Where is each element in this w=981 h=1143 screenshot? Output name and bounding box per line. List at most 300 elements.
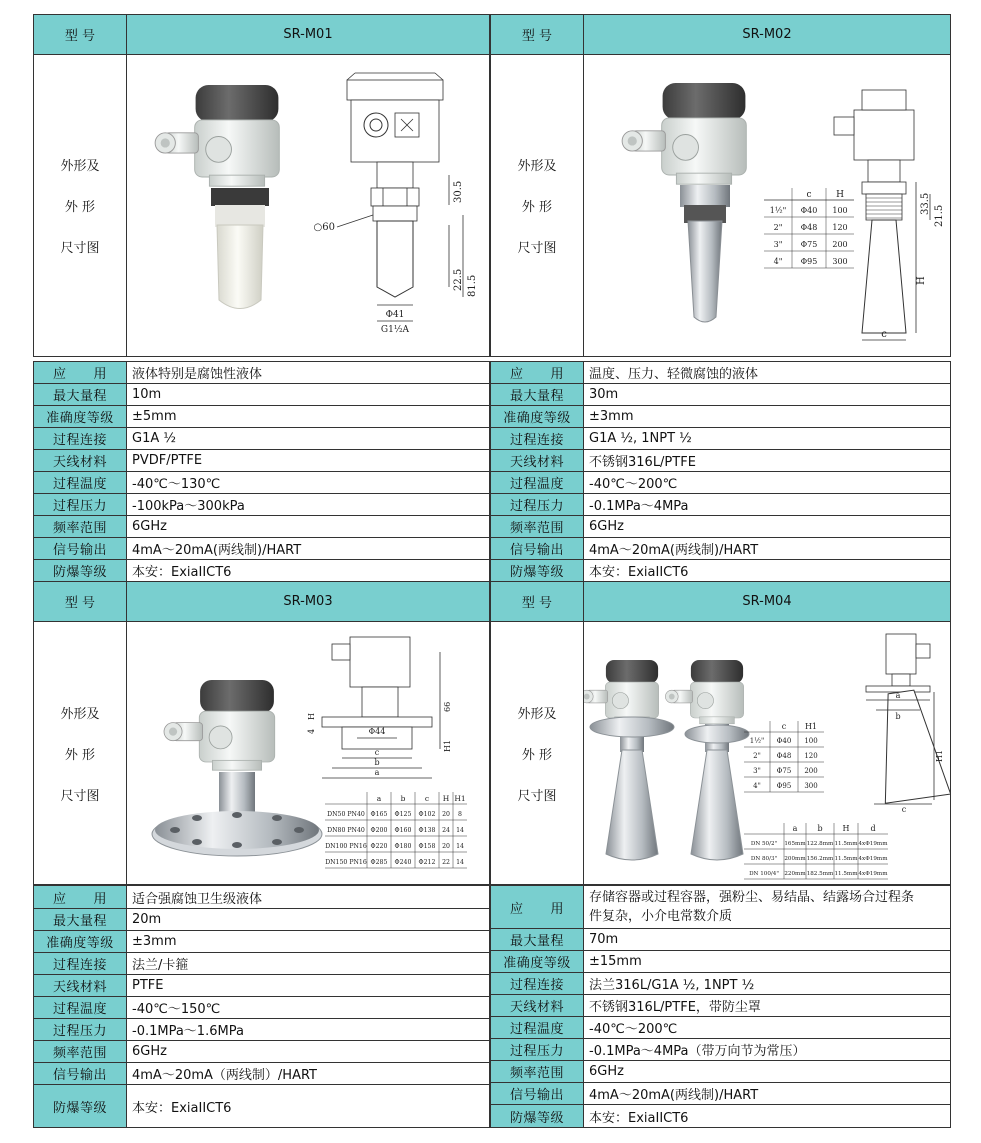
spec-value xyxy=(126,1018,490,1041)
transmitter-head xyxy=(584,660,659,724)
spec-label-text: 应 用 xyxy=(509,367,564,382)
cap xyxy=(663,83,746,120)
spec-label xyxy=(490,928,584,951)
side-screw-boss xyxy=(697,692,713,708)
model-label-text: 型 号 xyxy=(64,596,96,611)
table-head: c xyxy=(781,722,787,731)
dim-a: a xyxy=(374,768,380,777)
model-label xyxy=(33,581,127,622)
table-cell: Φ75 xyxy=(776,767,792,775)
dim-h: H xyxy=(307,713,316,720)
spec-value-text: 20m xyxy=(132,912,162,927)
model-name-text: SR-M01 xyxy=(283,27,333,42)
spec-label xyxy=(33,996,127,1019)
table-cell: Φ158 xyxy=(418,843,436,850)
spec-label-text: 应 用 xyxy=(52,367,107,382)
spec-label-text: 天线材料 xyxy=(509,455,564,470)
spec-label-text: 准确度等级 xyxy=(503,411,571,426)
drawing-label-line: 尺寸图 xyxy=(517,241,557,256)
drawing-label xyxy=(490,54,584,357)
spec-label-text: 过程压力 xyxy=(509,499,564,514)
model-name xyxy=(126,581,490,622)
table-cell: 11.5mm xyxy=(834,841,858,847)
neck xyxy=(700,717,735,724)
table-cell: Φ75 xyxy=(800,240,818,249)
spec-label-text: 信号输出 xyxy=(52,543,107,558)
dim-h: H xyxy=(916,276,927,285)
table-cell: Φ95 xyxy=(776,782,792,790)
bolt-hole xyxy=(192,839,202,845)
model-name xyxy=(583,14,951,55)
table-cell: 182.5mm xyxy=(806,871,834,877)
spec-value-text: 液体特别是腐蚀性液体 xyxy=(132,367,263,382)
spec-label-text: 准确度等级 xyxy=(46,936,114,951)
spec-label xyxy=(33,405,127,428)
side-screw-boss xyxy=(673,135,699,161)
table-cell: Φ200 xyxy=(370,827,388,834)
spec-label-text: 信号输出 xyxy=(509,1088,564,1103)
drawing-cap xyxy=(862,90,906,110)
table-cell: Φ95 xyxy=(800,257,818,266)
spec-value-text: 10m xyxy=(132,387,162,402)
spec-value xyxy=(126,1084,490,1128)
drawing-neck xyxy=(892,674,910,686)
drawing-housing xyxy=(886,634,916,674)
spec-label xyxy=(33,383,127,406)
transmitter-head xyxy=(164,680,275,770)
spec-value xyxy=(583,994,951,1017)
spec-label xyxy=(490,493,584,516)
dim-33-5: 33.5 xyxy=(920,192,931,215)
spec-value-text: 不锈钢316L/PTFE xyxy=(589,455,696,470)
spec-label xyxy=(490,427,584,450)
table-cell: 4xΦ19mm xyxy=(858,871,888,877)
table-head: a xyxy=(792,824,798,833)
bolt-hole xyxy=(232,812,242,818)
drawing-housing xyxy=(854,110,914,160)
drawing-label-line: 外形及 xyxy=(60,159,100,174)
spec-value xyxy=(583,405,951,428)
spec-value-text: G1A ½ xyxy=(132,431,176,446)
spec-label xyxy=(33,952,127,975)
model-label-text: 型 号 xyxy=(521,596,553,611)
spec-label-text: 过程连接 xyxy=(52,433,107,448)
spec-value-text: PVDF/PTFE xyxy=(132,453,203,468)
spec-label-text: 过程压力 xyxy=(52,1024,107,1039)
spec-label xyxy=(33,493,127,516)
table-cell: 11.5mm xyxy=(834,856,858,862)
spec-label xyxy=(33,427,127,450)
model-name-text: SR-M02 xyxy=(742,27,792,42)
table-cell: 4xΦ19mm xyxy=(858,841,888,847)
spec-value xyxy=(583,1060,951,1083)
product-illustration xyxy=(584,55,951,357)
spec-value-text: -40℃～130℃ xyxy=(132,477,221,492)
spec-value xyxy=(126,405,490,428)
table-cell: 3" xyxy=(773,240,783,249)
drawing-label-line: 外 形 xyxy=(521,747,553,763)
table-cell: DN 100/4" xyxy=(749,871,779,877)
model-name xyxy=(583,581,951,622)
spec-label xyxy=(490,1060,584,1083)
spec-label xyxy=(33,1062,127,1085)
dim-30-5: 30.5 xyxy=(453,180,464,203)
dim-c: c xyxy=(901,805,907,814)
table-cell: 2" xyxy=(773,223,783,232)
table-cell: 3" xyxy=(753,767,761,775)
table-cell: Φ48 xyxy=(776,752,792,760)
spec-value-text: 4mA～20mA(两线制)/HART xyxy=(589,543,759,558)
bolt-hole xyxy=(294,827,304,833)
table-cell: 120 xyxy=(804,752,818,760)
spec-value xyxy=(583,559,951,582)
spec-label-text: 准确度等级 xyxy=(503,956,571,971)
drawing-thread xyxy=(373,206,417,221)
spec-label-text: 过程连接 xyxy=(509,978,564,993)
dim-41: Φ41 xyxy=(385,310,405,320)
spec-label xyxy=(490,885,584,929)
bolt-hole xyxy=(272,839,282,845)
table-cell: Φ40 xyxy=(800,206,818,215)
spec-value xyxy=(583,361,951,384)
spec-value xyxy=(583,471,951,494)
spec-label-text: 频率范围 xyxy=(509,1066,564,1081)
table-cell: Φ220 xyxy=(370,843,388,850)
table-cell: DN 50/2" xyxy=(750,841,778,847)
spec-label xyxy=(490,1038,584,1061)
spec-value xyxy=(126,449,490,472)
table-cell: 14 xyxy=(456,843,464,850)
dim-c: c xyxy=(374,748,380,757)
spec-value xyxy=(126,952,490,975)
dim-h1: H1 xyxy=(443,739,452,752)
product-illustration xyxy=(584,622,951,885)
spec-label-text: 应 用 xyxy=(509,901,564,917)
spec-label-text: 天线材料 xyxy=(52,980,107,995)
drawing-label xyxy=(33,54,127,357)
cap xyxy=(200,680,274,713)
spec-value-text: -40℃～200℃ xyxy=(589,1022,678,1037)
table-cell: 4" xyxy=(753,782,761,790)
neck xyxy=(212,760,261,770)
table-cell: Φ165 xyxy=(370,811,388,818)
table-cell: Φ212 xyxy=(418,859,436,866)
transmitter-head xyxy=(622,83,746,184)
spec-value-text: 6GHz xyxy=(589,1064,624,1079)
spec-label-text: 过程连接 xyxy=(509,433,564,448)
spec-label-text: 最大量程 xyxy=(509,389,564,404)
table-cell: 156.2mm xyxy=(806,856,834,862)
spec-value xyxy=(126,471,490,494)
table-cell: Φ160 xyxy=(394,827,412,834)
table-cell: 1½" xyxy=(769,206,787,215)
model-name-text: SR-M04 xyxy=(742,594,792,609)
drawing-label-line: 尺寸图 xyxy=(60,241,100,256)
drawing-line xyxy=(337,215,373,227)
cap xyxy=(196,85,279,122)
table-cell: 20 xyxy=(442,811,450,818)
model-label xyxy=(490,581,584,622)
table-cell: Φ102 xyxy=(418,811,436,818)
table-cell: 22 xyxy=(442,859,450,866)
table-cell: 20 xyxy=(442,843,450,850)
spec-value-text: G1A ½, 1NPT ½ xyxy=(589,431,692,446)
flange xyxy=(685,725,749,743)
spec-value-text: 6GHz xyxy=(132,1044,167,1059)
spec-label xyxy=(33,974,127,997)
spec-value xyxy=(583,427,951,450)
spec-value xyxy=(126,515,490,538)
table-cell: DN150 PN16 xyxy=(325,859,367,866)
table-head: b xyxy=(817,824,823,833)
spec-label-text: 最大量程 xyxy=(52,389,107,404)
spec-label-text: 天线材料 xyxy=(509,1000,564,1015)
spec-value xyxy=(583,537,951,560)
spec-label xyxy=(490,383,584,406)
drawing-label-line: 外 形 xyxy=(521,200,553,215)
table-head: a xyxy=(376,794,382,803)
table-cell: 8 xyxy=(458,811,462,818)
table-cell: DN 80/3" xyxy=(750,856,778,862)
table-cell: DN50 PN40 xyxy=(327,811,365,818)
spec-value-text: 30m xyxy=(589,387,619,402)
drawing-label-line: 外形及 xyxy=(517,706,557,722)
spec-label xyxy=(490,972,584,995)
spec-label-text: 最大量程 xyxy=(509,934,564,949)
spec-label-text: 过程连接 xyxy=(52,958,107,973)
spec-value-text: 70m xyxy=(589,932,619,947)
spec-value-text: -0.1MPa～4MPa xyxy=(589,499,689,514)
bolt-hole xyxy=(192,815,202,821)
spec-value-text: 4mA～20mA（两线制）/HART xyxy=(132,1068,318,1083)
table-head: H1 xyxy=(804,722,818,731)
spec-label-text: 最大量程 xyxy=(52,914,107,929)
table-cell: 1½" xyxy=(749,737,765,745)
dim-c: c xyxy=(881,329,887,340)
gland-core xyxy=(628,136,637,145)
table-cell: Φ125 xyxy=(394,811,412,818)
spec-value xyxy=(126,383,490,406)
table-cell: 100 xyxy=(804,737,818,745)
table-cell: 100 xyxy=(832,206,848,215)
spec-value xyxy=(583,1016,951,1039)
table-cell: 122.8mm xyxy=(806,841,834,847)
spec-value-text: 存储容器或过程容器，强粉尘、易结晶、结露场合过程条件复杂，小介电常数介质 xyxy=(589,890,915,924)
spec-value xyxy=(126,930,490,953)
spec-value-text: PTFE xyxy=(132,978,164,993)
spec-label xyxy=(33,559,127,582)
spec-value xyxy=(583,972,951,995)
gland-core xyxy=(161,138,170,147)
spec-label xyxy=(490,405,584,428)
drawing-hex xyxy=(862,182,906,194)
spec-value-text: 本安：ExiaIICT6 xyxy=(132,565,232,580)
table-head: c xyxy=(424,794,430,803)
spec-value xyxy=(126,996,490,1019)
spec-label-text: 天线材料 xyxy=(52,455,107,470)
spec-label xyxy=(490,515,584,538)
spec-value-text: -40℃～150℃ xyxy=(132,1002,221,1017)
table-cell: 200 xyxy=(832,240,848,249)
spec-label xyxy=(33,537,127,560)
spec-value-text: 法兰/卡箍 xyxy=(132,958,189,973)
spec-label-text: 准确度等级 xyxy=(46,411,114,426)
dim-4: 4 xyxy=(307,728,316,734)
drawing-label xyxy=(33,621,127,885)
table-cell: DN100 PN16 xyxy=(325,843,367,850)
spec-label-text: 过程温度 xyxy=(52,477,107,492)
transmitter-head xyxy=(665,660,743,724)
horn-antenna xyxy=(691,750,743,860)
gland-core xyxy=(669,694,675,700)
table-head: d xyxy=(870,824,876,833)
table-cell: Φ40 xyxy=(776,737,792,745)
horn-antenna xyxy=(688,221,722,322)
dim-h1: H1 xyxy=(935,749,944,762)
product-figure xyxy=(126,54,490,357)
cap xyxy=(606,660,658,683)
table-cell: 4" xyxy=(773,257,783,266)
product-illustration xyxy=(127,55,490,357)
dim-b: b xyxy=(895,712,901,721)
spec-label-text: 过程温度 xyxy=(52,1002,107,1017)
table-cell: Φ240 xyxy=(394,859,412,866)
dim-g1-5a: G1½A xyxy=(380,325,410,335)
table-cell: DN80 PN40 xyxy=(327,827,365,834)
spec-value xyxy=(583,1082,951,1105)
spec-value-text: -0.1MPa～1.6MPa xyxy=(132,1024,244,1039)
spec-label xyxy=(490,537,584,560)
spec-value xyxy=(126,361,490,384)
drawing-line xyxy=(435,73,443,80)
spec-label xyxy=(490,449,584,472)
table-head: H xyxy=(836,190,844,200)
table-head: H1 xyxy=(454,794,466,803)
dim-21-5: 21.5 xyxy=(934,204,945,227)
table-cell: 200 xyxy=(804,767,818,775)
spec-value xyxy=(583,885,951,929)
drawing-label-line: 尺寸图 xyxy=(517,788,557,804)
spec-value xyxy=(583,1038,951,1061)
spec-value xyxy=(583,515,951,538)
drawing-neck xyxy=(868,160,900,182)
spec-label xyxy=(33,1040,127,1063)
drawing-label-line: 外 形 xyxy=(64,200,96,215)
drawing-label xyxy=(490,621,584,885)
spec-value xyxy=(583,383,951,406)
product-figure xyxy=(583,54,951,357)
ptfe-antenna xyxy=(217,225,263,309)
product-figure xyxy=(583,621,951,885)
neck xyxy=(676,173,731,184)
spec-value xyxy=(583,449,951,472)
spec-value xyxy=(583,950,951,973)
model-label xyxy=(490,14,584,55)
spec-label-text: 防爆等级 xyxy=(52,565,107,580)
spec-label xyxy=(490,559,584,582)
dim-60: ○60 xyxy=(313,222,335,233)
spec-label-text: 信号输出 xyxy=(52,1068,107,1083)
spec-value-text: 法兰316L/G1A ½, 1NPT ½ xyxy=(589,978,755,993)
spec-value xyxy=(126,493,490,516)
table-cell: 165mm xyxy=(784,841,806,847)
spec-label-text: 过程温度 xyxy=(509,1022,564,1037)
side-screw-boss xyxy=(209,726,232,749)
dim-22-5: 22.5 xyxy=(453,268,464,291)
dim-44: Φ44 xyxy=(368,727,386,736)
model-name-text: SR-M03 xyxy=(283,594,333,609)
spec-value-text: 适合强腐蚀卫生级液体 xyxy=(132,891,263,907)
spec-label-text: 应 用 xyxy=(52,891,107,907)
drawing-label-line: 外形及 xyxy=(60,706,100,722)
spec-label-text: 信号输出 xyxy=(509,543,564,558)
spec-label-text: 频率范围 xyxy=(509,521,564,536)
spec-value-text: 本安：ExiaIICT6 xyxy=(132,1100,232,1116)
table-head: H xyxy=(442,794,450,803)
table-cell: 11.5mm xyxy=(834,871,858,877)
table-cell: 4xΦ19mm xyxy=(858,856,888,862)
spec-label-text: 防爆等级 xyxy=(509,1110,564,1126)
spec-label xyxy=(490,994,584,1017)
drawing-gland xyxy=(834,117,854,135)
spec-value-text: ±15mm xyxy=(589,954,642,969)
spec-value xyxy=(126,974,490,997)
spec-value xyxy=(583,928,951,951)
spec-value-text: 不锈钢316L/PTFE，带防尘罩 xyxy=(589,1000,761,1015)
spec-label xyxy=(33,515,127,538)
spec-value xyxy=(583,1104,951,1128)
bolt-hole xyxy=(232,842,242,848)
table-cell: 24 xyxy=(442,827,450,834)
table-cell: 200mm xyxy=(784,856,806,862)
spec-value-text: 本安：ExiaIICT6 xyxy=(589,565,689,580)
gland-core xyxy=(584,694,590,700)
model-label-text: 型 号 xyxy=(521,29,553,44)
spec-value-text: -0.1MPa～4MPa（带万向节为常压） xyxy=(589,1044,806,1059)
spec-label xyxy=(33,1084,127,1128)
table-cell: 14 xyxy=(456,859,464,866)
dim-66: 66 xyxy=(443,701,452,712)
side-screw-boss xyxy=(612,692,628,708)
spec-value-text: 4mA～20mA(两线制)/HART xyxy=(589,1088,759,1103)
drawing-label-line: 外形及 xyxy=(517,159,557,174)
bolt-hole xyxy=(272,815,282,821)
table-cell: 300 xyxy=(804,782,818,790)
spec-label xyxy=(490,361,584,384)
spec-label xyxy=(33,930,127,953)
dim-81-5: 81.5 xyxy=(467,274,478,297)
spec-value xyxy=(583,493,951,516)
table-head: b xyxy=(400,794,406,803)
spec-value xyxy=(126,1062,490,1085)
drawing-gland xyxy=(332,644,350,660)
drawing-horn xyxy=(862,220,906,333)
spec-value-text: 6GHz xyxy=(132,519,167,534)
drawing-label-line: 尺寸图 xyxy=(60,788,100,804)
spec-label xyxy=(490,471,584,494)
spec-value-text: 本安：ExiaIICT6 xyxy=(589,1110,689,1126)
spec-value xyxy=(126,908,490,931)
spec-value-text: -40℃～200℃ xyxy=(589,477,678,492)
drawing-cap xyxy=(347,80,443,100)
table-head: H xyxy=(842,824,850,833)
dim-a: a xyxy=(895,691,901,700)
spec-label xyxy=(33,449,127,472)
spec-value-text: 温度、压力、轻微腐蚀的液体 xyxy=(589,367,759,382)
spec-label-text: 频率范围 xyxy=(52,1046,107,1061)
side-screw-boss xyxy=(206,137,232,163)
spec-value-text: 4mA～20mA(两线制)/HART xyxy=(132,543,302,558)
